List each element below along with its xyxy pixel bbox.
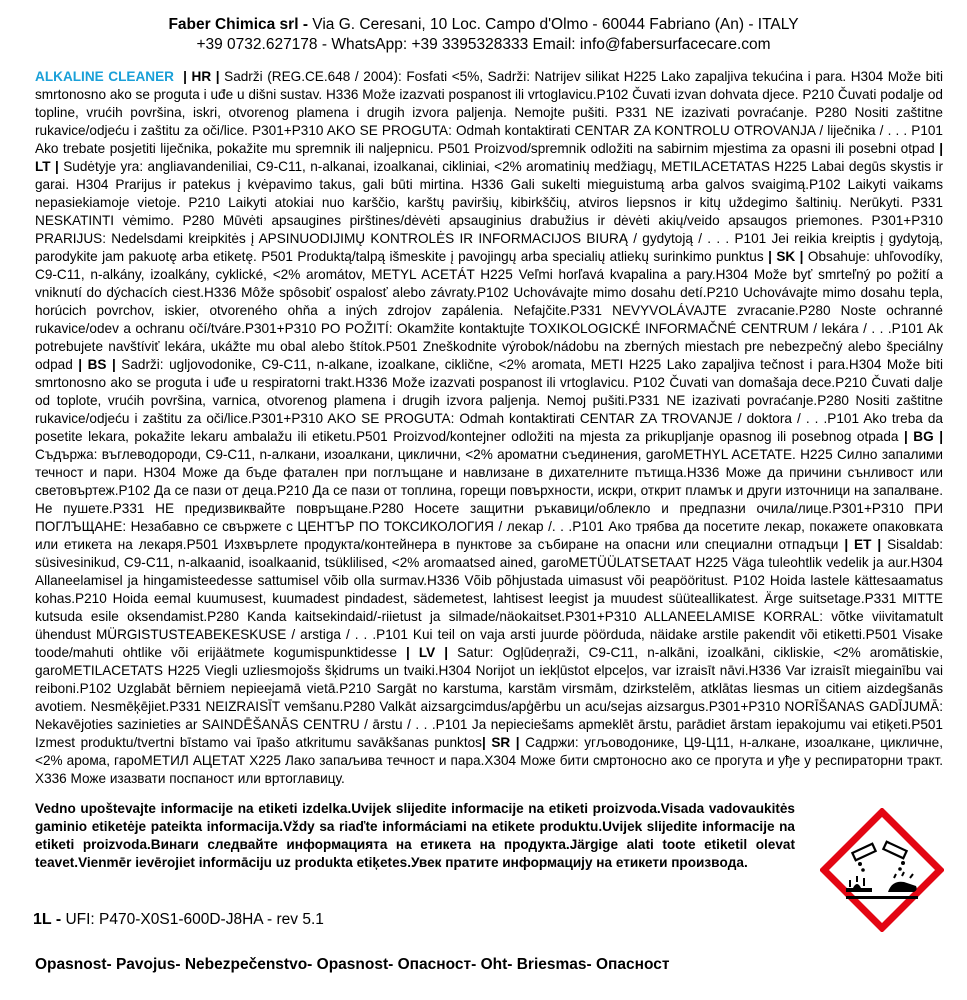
- section-et: [35, 537, 943, 660]
- lang-tag: | SK |: [768, 249, 804, 264]
- package-size: 1L -: [33, 911, 62, 928]
- lang-tag: | BG |: [903, 429, 943, 444]
- lang-tag: | BS |: [78, 357, 116, 372]
- section-text: Obsahuje: uhľovodíky, C9-C11, n-alkány, izoalkány, cyklické, <2% aromátov, METYL ACETÁT H225 Veľmi horľavá kvapalina a pary.H304 Može byť smrteľný po požití a vniknutí do dýchacích ciest.H336 Môže spôsobiť ospalosť alebo závraty.P102 Uchovávajte mimo dosahu detí.P210 Uchovávajte mimo dosahu tepla, horúcich povrchov, iskier, otvoreného ohňa a iných zdrojov zapálenia. Nefajčite.P331 NEVYVOLÁVAJTE zvracanie.P280 Noste ochranné rukavice/odev a ochranu očí/tváre.P301+P310 PO POŽITÍ: Okamžite kontaktujte TOXIKOLOGICKÉ INFORMAČNÉ CENTRUM / lekára / . . .P101 Ak potrebujete navštíviť lekára, ukážte mu obal alebo štítok.P501 Zneškodnite výrobok/nádobu na zberných miestach pre nebezpečný alebo špeciálny odpad: [35, 249, 943, 372]
- lang-tag: | HR |: [183, 69, 220, 84]
- lang-tag: | LT |: [35, 141, 943, 174]
- company-header: [0, 15, 967, 55]
- section-lt: [35, 141, 943, 264]
- company-address-line: [0, 15, 967, 35]
- section-text: Sisaldab: süsivesinikud, C9-C11, n-alkaanid, isoalkaanid, tsüklilised, <2% aromaatsed ained, garoMETÜÜLATSETAAT H225 Väga tuleohtlik vedelik ja aur.H304 Allaneelamisel ja hingamisteedesse sattumisel võib olla surmav.H336 Võib põhjustada uimasust või peapööritust. P102 Hoida lastele kättesaamatus kohas.P210 Hoida eemal kuumusest, kuumadest pindadest, sädemetest, lahtisest leegist ja muudest süüteallikatest. Ärge suitsetage.P331 MITTE kutsuda esile oksendamist.P280 Kanda kaitsekindaid/-riietust ja silmade/näokaitset.P301+P310 ALLANEELAMISE KORRAL: võtke viivitamatult ühendust MÜRGISTUSTEABEKESKUSE / arstiga / . . .P101 Kui teil on vaja arsti juurde pöörduda, näidake arstile pakendit või etiketti.P501 Visake toode/mahuti ohtlike või erijäätmete kogumispunktidesse: [35, 537, 944, 660]
- ufi-line: [33, 911, 324, 929]
- section-text: Sadrži: ugljovodonike, C9-C11, n-alkane, izoalkane, ciklične, <2% aromata, METI H225 Lako zapaljiva tečnost i para.H304 Može biti smrtonosno ako se proguta i uđe u respiratorni trakt.H336 Može izazvati pospanost ili vrtoglavicu. P102 Čuvati van domašaja dece.P210 Čuvati dalje od toplote, vrućih površina, varnica, otvorenog plamena i drugih izvora paljenja. Nemoj pušiti.P331 NE izazivati povraćanje.P280 Nositi zaštitne rukavice/odjeću i zaštitu za oči/lice.P301+P310 AKO SE PROGUTA: Odmah kontaktirati CENTAR ZA TROVANJE / doktora / . . .P101 Ako treba da posetite lekara, pokažite lekaru ambalažu ili etiketu.P501 Proizvod/kontejner odložiti na mjesta za prikupljanje opasnog ili posebnog otpada: [35, 357, 943, 444]
- ufi-code: UFI: P470-X0S1-600D-J8HA - rev 5.1: [61, 911, 324, 928]
- lang-tag: | SR |: [481, 735, 520, 750]
- section-text: Satur: Ogļūdeņraži, C9-C11, n-alkāni, izoalkāni, cikliskie, <2% aromātiskie, garoMETILACETATS H225 Viegli uzliesmojošs šķidrums un tvaiki.H304 Norijot un iekļūstot elpceļos, var izraisīt nāvi.H336 Var izraisīt miegainību vai reiboni.P102 Uzglabāt bērniem nepieejamā vietā.P210 Sargāt no karstuma, karstām virsmām, dzirkstelēm, atklātas liesmas un citiem aizdegšanās avotiem. Nesmēķējiet.P331 NEIZRAISĪT vemšanu.P280 Valkāt aizsargcimdus/apģērbu un acu/sejas aizsargus.P301+P310 NORĪŠANAS GADĪJUMĀ: Nekavējoties sazinieties ar SAINDĒŠANĀS CENTRU / ārstu / . . .P101 Ja nepieciešams apmeklēt ārstu, parādiet ārstam iepakojumu vai etiķeti.P501 Izmest produktu/tvertni bīstamo vai īpašo atkritumu savākšanas punktos: [35, 645, 943, 750]
- section-text: Садржи: угљоводонике, Ц9-Ц11, н-алкане, изоалкане, цикличне, <2% арома, гароМЕТИЛ АЦЕТАТ Х225 Лако запаљива течност и пара.Х304 Може бити смртоносно ако се прогута и уђе у респираторни тракт. Х336 Може изазвати поспаност или вртоглавицу.: [35, 735, 944, 786]
- section-text: Sudėtyje yra: angliavandeniliai, C9-C11, n-alkanai, izoalkanai, cikliniai, <2% aromatinių medžiagų, METILACETATAS H225 Labai degūs skystis ir garai. H304 Prarijus ir patekus į kvėpavimo takus, gali būti mirtina. H336 Gali sukelti mieguistumą arba galvos svaigimą.P102 Laikyti vaikams nepasiekiamoje vietoje. P210 Laikyti atokiai nuo karščio, karštų paviršių, kibirkščių, atviros liepsnos ir kitų uždegimo šaltinių. Nerūkyti. P331 NESKATINTI vėmimo. P280 Mūvėti apsaugines pirštines/dėvėti apsauginius drabužius ir dėvėti akių/veido apsaugos priemones. P301+P310 PRARIJUS: Nedelsdami kreipkitės į APSINUODIJIMŲ KONTROLĖS IR INFORMACIJOS BIURĄ / gydytoją / . . . P101 Jei reikia kreiptis į gydytoją, parodykite jam pakuotę arba etiketę. P501 Produktą/talpą išmeskite į pavojingų arba specialių atliekų surinkimo punktus: [35, 159, 943, 264]
- company-address: Via G. Ceresani, 10 Loc. Campo d'Olmo - 60044 Fabriano (An) - ITALY: [307, 16, 799, 33]
- ghs05-corrosion-icon: [820, 808, 944, 932]
- section-bg: [35, 429, 943, 552]
- danger-signal-words: Opasnost- Pavojus- Nebezpečenstvo- Opasnost- Опасност- Oht- Briesmas- Опасност: [35, 956, 670, 973]
- product-name: ALKALINE CLEANER: [35, 69, 174, 84]
- section-sk: [35, 249, 943, 372]
- label-notice: Vedno upoštevajte informacije na etiketi izdelka.Uvijek slijedite informacije na etiketi proizvoda.Visada vadovaukitės gaminio etiketėje pateikta informacija.Vždy sa riaďte informáciami na etikete produktu.Uvijek slijedite informacije na etiketi proizvoda.Винаги следвайте информацията на етикета на продукта.Järgige alati toote etiketil olevat teavet.Vienmēr ievērojiet informāciju uz produkta etiķetes.Увек пратите информацију на етикети произвoда.: [35, 801, 795, 870]
- section-text: Съдържа: въглеводороди, C9-C11, n-алкани, изоалкани, циклични, <2% ароматни съединения, garoMETHYL ACETATE. H225 Силно запалими течност и пари. H304 Може да бъде фатален при поглъщане и навлизане в дихателните пътища.H336 Може да причини сънливост или световъртеж.P102 Да се пази от деца.P210 Да се пази от топлина, горещи повърхности, искри, открит пламък и други източници на запалване. Не пушете.P331 НЕ предизвиквайте повръщане.P280 Носете защитни ръкавици/облекло и предпазни очила/лице.P301+P310 ПРИ ПОГЛЪЩАНЕ: Незабавно се свържете с ЦЕНТЪР ПО ТОКСИКОЛОГИЯ / лекар /. . .P101 Ако трябва да посетите лекар, покажете опаковката или етикета на лекаря.P501 Изхвърлете продукта/контейнера в пунктове за събиране на опасни или специални отпадъци: [35, 447, 943, 552]
- section-text: Sadrži (REG.CE.648 / 2004): Fosfati <5%, Sadrži: Natrijev silikat H225 Lako zapaljiva tekućina i para. H304 Može biti smrtonosno ako se proguta i uđe u dišni sustav. H336 Može izazvati pospanost ili vrtoglavicu.P102 Čuvati izvan dohvata djece. P210 Čuvati podalje od topline, vrućih površina, iskri, otvorenog plamena i drugih izvora paljenja. Nemojte pušiti. P331 NE izazivati povraćanje. P280 Nositi zaštitne rukavice/odjeću i zaštitu za oči/lice. P301+P310 AKO SE PROGUTA: Odmah kontaktirati CENTAR ZA KONTROLU OTROVANJA / liječnika / . . . P101 Ako trebate posjetiti liječnika, pokažite mu spremnik ili naljepnicu. P501 Proizvod/spremnik odložiti na sabirnim mjestima za opasni ili posebni otpad: [35, 69, 943, 156]
- label-body: [35, 68, 943, 788]
- company-contacts: +39 0732.627178 - WhatsApp: +39 3395328333 Email: info@fabersurfacecare.com: [196, 36, 771, 53]
- company-name: Faber Chimica srl -: [168, 16, 308, 33]
- lang-tag: | ET |: [844, 537, 882, 552]
- section-bs: [35, 357, 943, 444]
- lang-tag: | LV |: [405, 645, 449, 660]
